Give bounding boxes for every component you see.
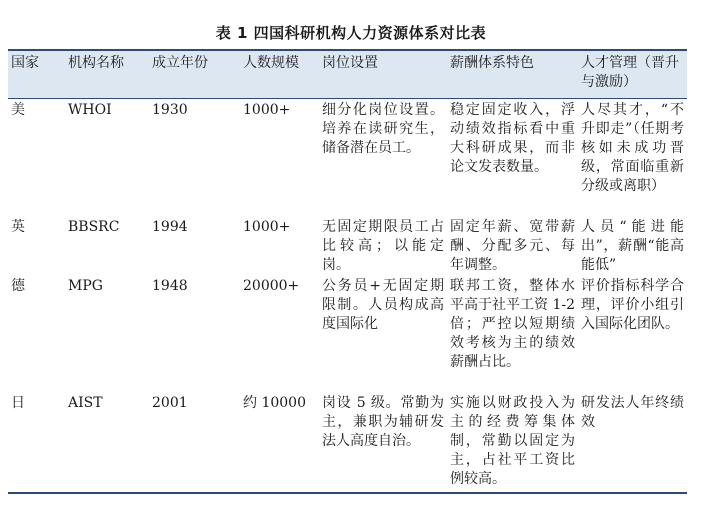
table-row bbox=[8, 99, 687, 219]
cell-institution: BBSRC bbox=[68, 219, 120, 235]
table-row bbox=[8, 277, 687, 394]
header-institution: 机构名称 bbox=[65, 50, 149, 99]
cell-salary: 实施以财政投入为主的经费筹集体制，常勤以固定为主，占社平工资比例较高。 bbox=[447, 394, 578, 493]
cell-institution: MPG bbox=[68, 278, 103, 294]
cell-talent: 评价指标科学合理，评价小组引入国际化团队。 bbox=[581, 278, 684, 332]
cell-positions: 公务员+无固定期限制。人员构成高度国际化 bbox=[322, 278, 444, 332]
cell-talent: 人尽其才，“不升即走”（任期考核如未成功晋级，常面临重新分级或离职） bbox=[581, 102, 684, 194]
table-row bbox=[8, 218, 687, 277]
comparison-table-container bbox=[8, 49, 687, 495]
table-header bbox=[8, 50, 687, 99]
cell-founded: 2001 bbox=[149, 394, 240, 493]
cell-country: 美 bbox=[11, 102, 25, 118]
cell-size: 1000+ bbox=[243, 102, 291, 118]
cell-country: 日 bbox=[8, 394, 65, 493]
table-body bbox=[8, 99, 687, 494]
cell-size: 20000+ bbox=[243, 278, 300, 294]
cell-founded: 1930 bbox=[152, 102, 188, 118]
cell-salary: 固定年薪、宽带薪酬、分配多元、每年调整。 bbox=[450, 219, 575, 273]
cell-positions: 无固定期限员工占比较高；以能定岗。 bbox=[322, 219, 444, 273]
cell-positions: 岗设 5 级。常勤为主，兼职为辅研发法人高度自治。 bbox=[319, 394, 447, 493]
cell-institution: WHOI bbox=[68, 102, 112, 118]
header-country: 国家 bbox=[8, 50, 65, 99]
table-caption: 表 1 四国科研机构人力资源体系对比表 bbox=[215, 24, 487, 42]
cell-founded: 1948 bbox=[152, 278, 188, 294]
header-salary: 薪酬体系特色 bbox=[447, 50, 578, 99]
cell-institution: AIST bbox=[65, 394, 149, 493]
table-row bbox=[8, 394, 687, 493]
cell-talent: 人员“能进能出”，薪酬“能高能低” bbox=[581, 219, 684, 273]
header-founded: 成立年份 bbox=[149, 50, 240, 99]
cell-salary: 稳定固定收入，浮动绩效指标看中重大科研成果，而非论文发表数量。 bbox=[450, 102, 575, 175]
cell-positions: 细分化岗位设置。培养在读研究生，储备潜在员工。 bbox=[322, 102, 444, 156]
header-talent: 人才管理（晋升与激励） bbox=[578, 50, 687, 99]
header-row bbox=[8, 50, 687, 99]
cell-country: 英 bbox=[11, 219, 25, 235]
header-size: 人数规模 bbox=[240, 50, 319, 99]
cell-size: 1000+ bbox=[243, 219, 291, 235]
cell-founded: 1994 bbox=[152, 219, 188, 235]
comparison-table bbox=[8, 49, 687, 494]
cell-size: 约 10000 bbox=[240, 394, 319, 493]
cell-salary: 联邦工资，整体水平高于社平工资 1-2 倍；严控以短期绩效考核为主的绩效薪酬占比。 bbox=[450, 278, 575, 370]
header-positions: 岗位设置 bbox=[319, 50, 447, 99]
cell-country: 德 bbox=[11, 278, 25, 294]
cell-talent: 研发法人年终绩效 bbox=[578, 394, 687, 493]
